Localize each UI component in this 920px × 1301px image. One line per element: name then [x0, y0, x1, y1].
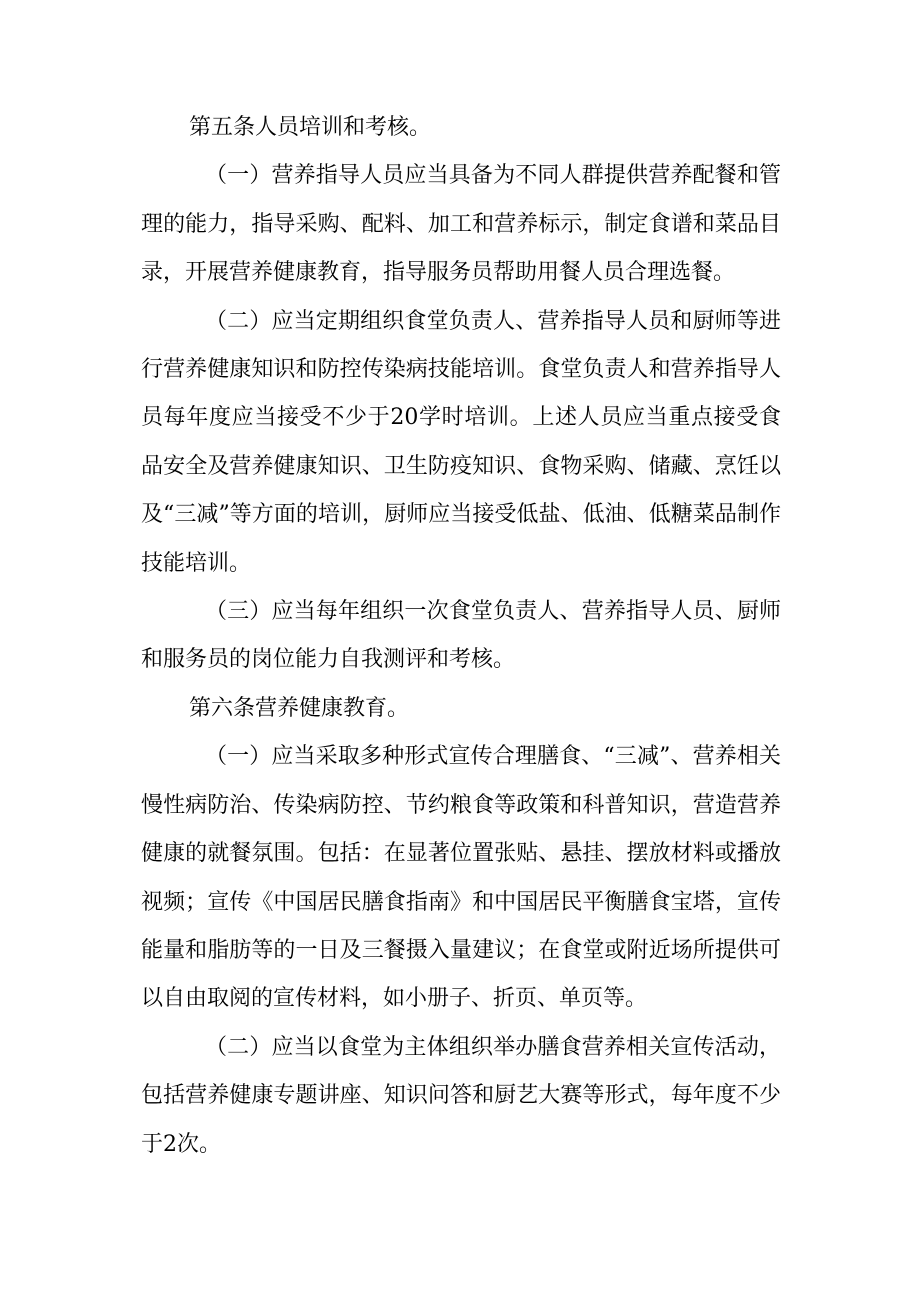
document-body — [141, 104, 781, 1169]
article-6-title: 第六条营养健康教育。 — [189, 695, 410, 721]
article-5-item-3: （三）应当每年组织一次食堂负责人、营养指导人员、厨师和服务员的岗位能力自我测评和考核。 — [141, 599, 781, 673]
article-6-item-2: （二）应当以食堂为主体组织举办膳食营养相关宣传活动，包括营养健康专题讲座、知识问答和厨艺大赛等形式，每年度不少于2次。 — [141, 1034, 781, 1157]
article-5-title: 第五条人员培训和考核。 — [189, 115, 432, 140]
article-5-item-1: （一）营养指导人员应当具备为不同人群提供营养配餐和管理的能力，指导采购、配料、加工和营养标示，制定食谱和菜品目录，开展营养健康教育，指导服务员帮助用餐人员合理选餐。 — [141, 163, 781, 286]
article-5-item-2: （二）应当定期组织食堂负责人、营养指导人员和厨师等进行营养健康知识和防控传染病技能培训。食堂负责人和营养指导人员每年度应当接受不少于20学时培训。上述人员应当重点接受食品安全及营养健康知识、卫生防疫知识、食物采购、储藏、烹饪以及“三减”等方面的培训，厨师应当接受低盐、低油、低糖菜品制作技能培训。 — [141, 308, 781, 576]
article-6-item-1: （一）应当采取多种形式宣传合理膳食、“三减”、营养相关慢性病防治、传染病防控、节约粮食等政策和科普知识，营造营养健康的就餐氛围。包括：在显著位置张贴、悬挂、摆放材料或播放视频；宣传《中国居民膳食指南》和中国居民平衡膳食宝塔，宣传能量和脂肪等的一日及三餐摄入量建议；在食堂或附近场所提供可以自由取阅的宣传材料，如小册子、折页、单页等。 — [141, 744, 781, 1012]
